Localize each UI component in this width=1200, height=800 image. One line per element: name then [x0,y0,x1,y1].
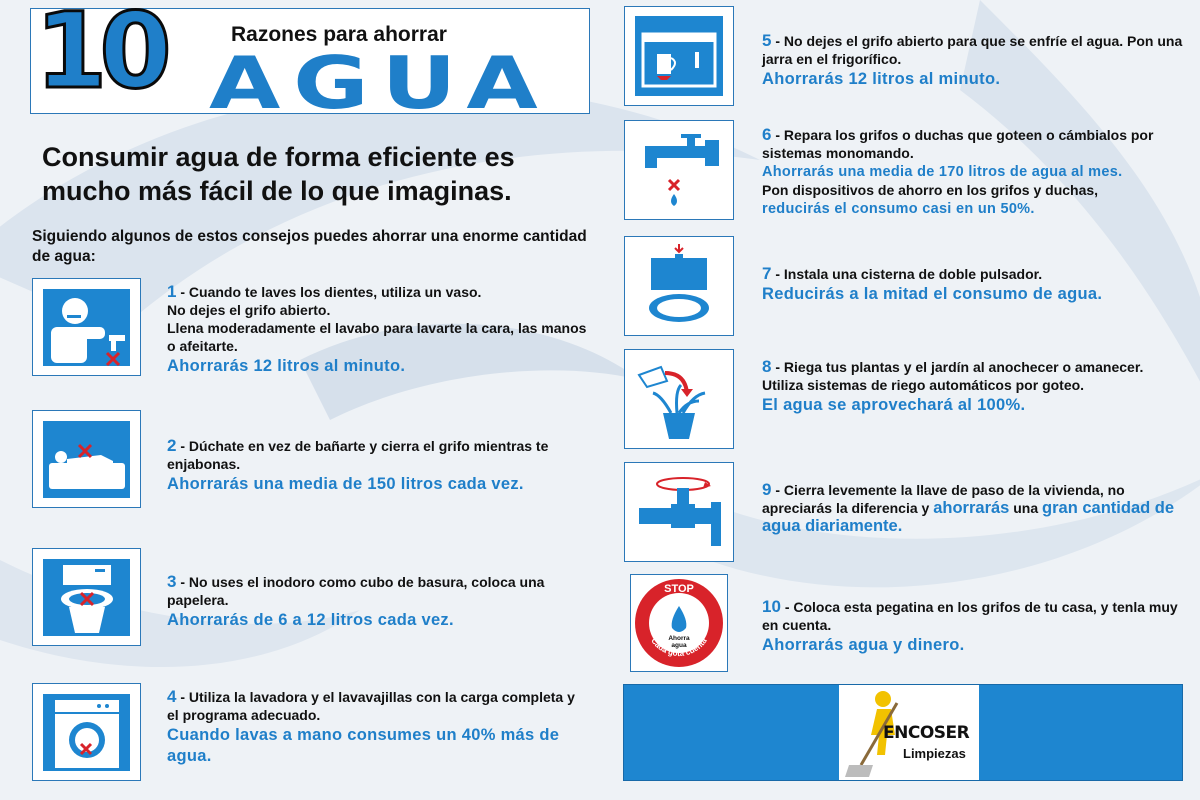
tip-6 [762,126,1192,218]
tip-3-icon-box [32,548,141,646]
tip-5-icon-box [624,6,734,106]
tip-5-highlight: Ahorrarás 12 litros al minuto. [762,70,1001,88]
tip-1-text: - Cuando te laves los dientes, utiliza un vaso. No dejes el grifo abierto. Llena moderadamente el lavabo para lavarte la cara, las manos o afeitarte. [167,284,587,354]
fridge-jug-icon [631,12,727,100]
tip-8-highlight: El agua se aprovechará al 100%. [762,396,1026,414]
brand-logo-card [839,685,979,780]
title-subtitle: Razones para ahorrar [231,23,447,46]
tip-5-number: 5 [762,31,772,50]
tip-2-text: - Dúchate en vez de bañarte y cierra el grifo mientras te enjabonas. [167,438,549,472]
tip-6-icon-box [624,120,734,220]
sticker-stop: STOP [664,583,694,595]
tip-9-number: 9 [762,480,772,499]
tip-7 [762,265,1192,305]
tip-3-number: 3 [167,572,177,591]
dripping-tap-icon [631,126,727,214]
tip-9-highlight-b: gran cantidad de agua diariamente. [762,499,1175,535]
tip-6-text: - Repara los grifos o duchas que goteen o cámbialos por sistemas monomando. [762,127,1154,161]
tip-4-text: - Utiliza la lavadora y el lavavajillas con la carga completa y el programa adecuado. [167,689,575,723]
toilet-icon [39,555,134,640]
tip-1-number: 1 [167,282,177,301]
tip-9-highlight-a: ahorrarás [933,499,1010,517]
tip-3 [167,573,592,631]
title-banner [30,0,590,125]
tip-8-text: - Riega tus plantas y el jardín al anochecer o amanecer. Utiliza sistemas de riego automáticos por goteo. [762,359,1144,393]
sticker-line2: agua [671,642,687,649]
tip-2-icon-box [32,410,141,508]
tip-1 [167,283,592,377]
tip-7-number: 7 [762,264,772,283]
tip-6-text-2: Pon dispositivos de ahorro en los grifos y duchas, [762,182,1099,198]
stop-sticker-icon [632,576,726,670]
brand-name: ENCOSER [883,723,970,743]
tip-8-number: 8 [762,357,772,376]
tip-8 [762,358,1192,416]
tip-4-icon-box [32,683,141,781]
tip-2 [167,437,607,495]
washing-machine-icon [39,690,134,775]
tip-3-highlight: Ahorrarás de 6 a 12 litros cada vez. [167,611,454,629]
tagline: Consumir agua de forma eficiente es mucho más fácil de lo que imaginas. [42,142,515,206]
stopcock-valve-icon [631,468,727,556]
dual-flush-cistern-icon [631,242,727,330]
sticker-line1: Ahorra [668,635,690,642]
tip-6-number: 6 [762,125,772,144]
brand-sub: Limpiezas [903,746,966,761]
tip-4-number: 4 [167,687,177,706]
tip-9-icon-box [624,462,734,562]
tip-4 [167,688,587,767]
tip-9 [762,481,1192,535]
tip-10 [762,598,1192,656]
intro-text: Siguiendo algunos de estos consejos puedes ahorrar una enorme cantidad de agua: [32,228,587,265]
tip-7-text: - Instala una cisterna de doble pulsador. [775,266,1043,282]
tip-2-number: 2 [167,436,177,455]
tip-10-icon-box [630,574,728,672]
tip-1-icon-box [32,278,141,376]
tip-3-text: - No uses el inodoro como cubo de basura, coloca una papelera. [167,574,545,608]
tip-10-number: 10 [762,597,781,616]
tip-7-icon-box [624,236,734,336]
tip-10-highlight: Ahorrarás agua y dinero. [762,636,965,654]
watering-plant-icon [631,355,727,443]
brushing-teeth-icon [39,285,134,370]
tip-9-text-a: - Cierra levemente la llave de paso de la vivienda, no apreciarás la diferencia y [762,482,1125,516]
title-word: AGUA [209,41,551,125]
tip-6-highlight: Ahorrarás una media de 170 litros de agua al mes. [762,164,1123,180]
tip-10-text: - Coloca esta pegatina en los grifos de tu casa, y tenla muy en cuenta. [762,599,1178,633]
tip-5-text: - No dejes el grifo abierto para que se enfríe el agua. Pon una jarra en el frigorífico. [762,33,1183,67]
tip-9-text-b: una [1009,500,1043,516]
tip-2-highlight: Ahorrarás una media de 150 litros cada vez. [167,475,524,493]
title-number: 10 [35,0,164,112]
brand-footer [623,684,1183,781]
tip-4-highlight: Cuando lavas a mano consumes un 40% más de agua. [167,726,560,765]
bathtub-icon [39,417,134,502]
tip-5 [762,32,1192,90]
tip-6-highlight-2: reducirás el consumo casi en un 50%. [762,201,1035,217]
tip-7-highlight: Reducirás a la mitad el consumo de agua. [762,285,1103,303]
tip-1-highlight: Ahorrarás 12 litros al minuto. [167,357,406,375]
sticker-ring-text: Cada gota cuenta [649,636,709,659]
tip-8-icon-box [624,349,734,449]
